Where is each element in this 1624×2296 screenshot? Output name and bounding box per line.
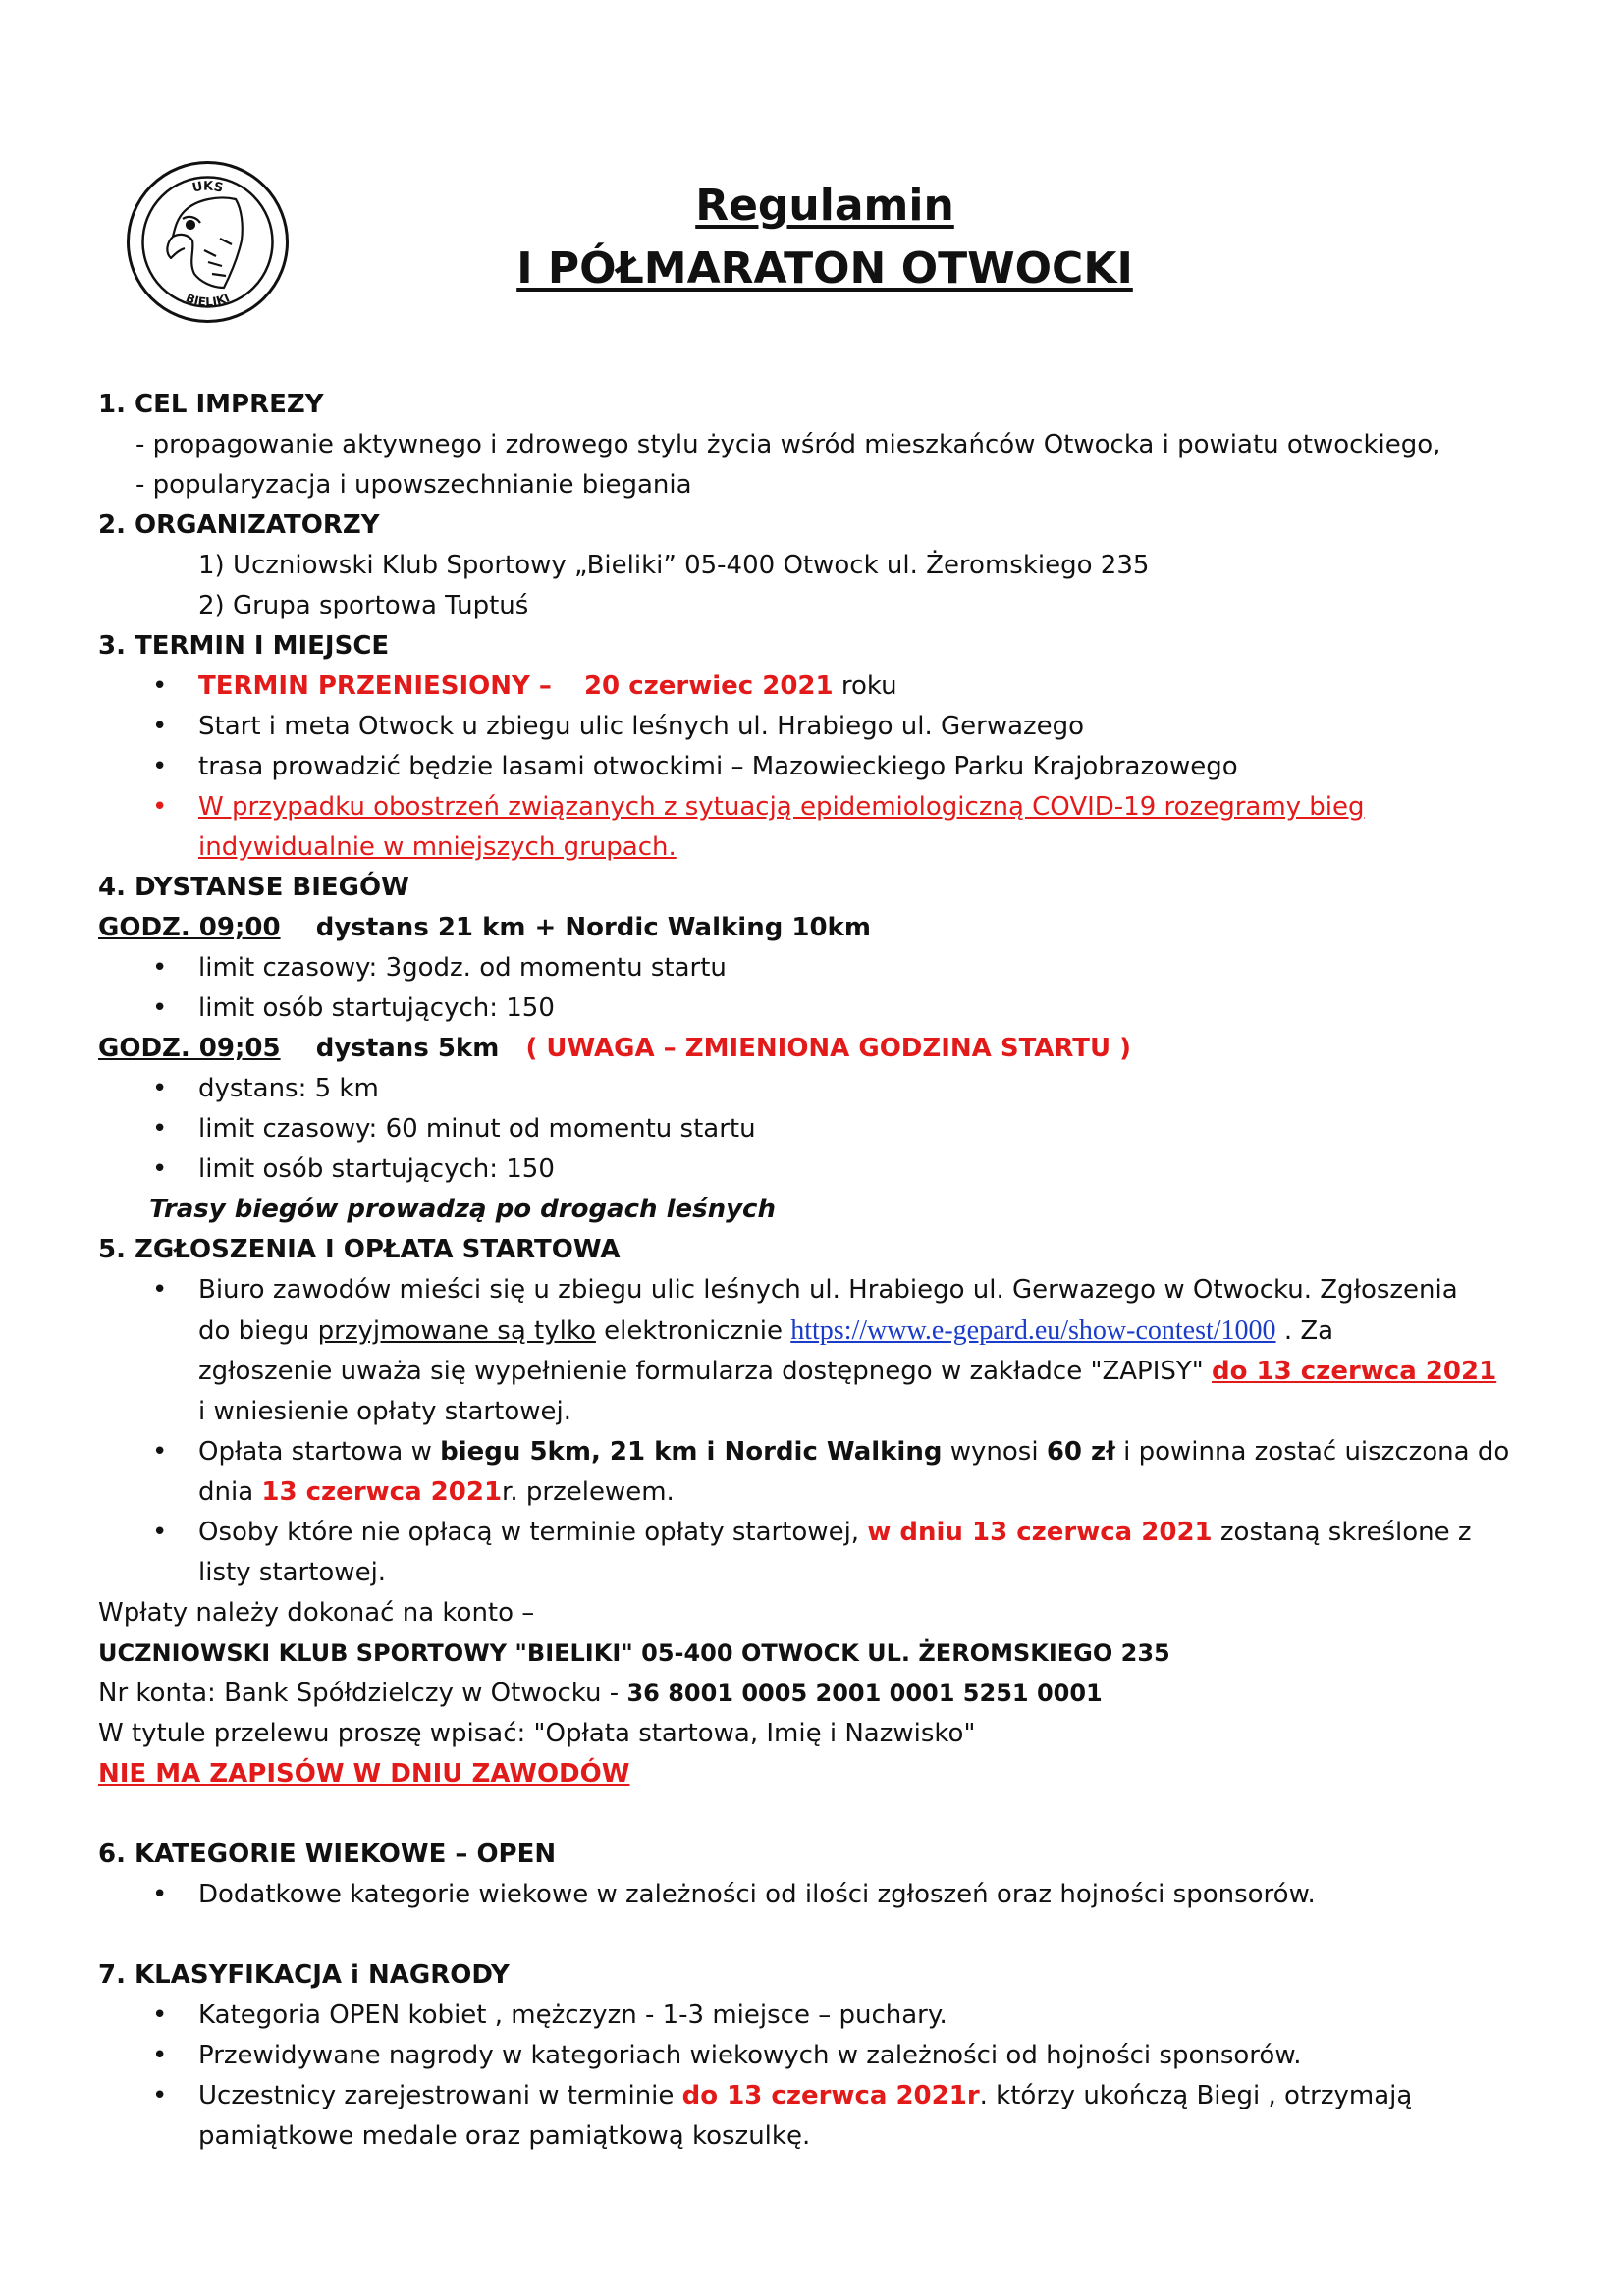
list-item-text: limit osób startujących: 150 <box>198 993 555 1023</box>
list-item-text: Start i meta Otwock u zbiegu ulic leśnych ul. Hrabiego ul. Gerwazego <box>198 712 1085 741</box>
registration-link[interactable]: https://www.e-gepard.eu/show-contest/1000 <box>790 1315 1276 1346</box>
date-suffix: roku <box>833 671 897 701</box>
entry-fee: 60 zł <box>1046 1437 1115 1467</box>
text-span: dnia <box>198 1477 262 1507</box>
text-span: do biegu <box>198 1316 318 1346</box>
section-6-heading: 6. KATEGORIE WIEKOWE – OPEN <box>98 1840 557 1869</box>
prize-deadline: do 13 czerwca 2021r <box>681 2081 980 2110</box>
text-span: zgłoszenie uważa się wypełnienie formularza dostępnego w zakładce "ZAPISY" <box>198 1357 1213 1386</box>
event-title: I PÓŁMARATON OTWOCKI <box>516 243 1133 294</box>
section-2-line-2: 2) Grupa sportowa Tuptuś <box>198 591 529 620</box>
title-block <box>422 175 1227 300</box>
list-item <box>98 1513 1542 1593</box>
covid-note-line-2: indywidualnie w mniejszych grupach. <box>198 832 677 862</box>
logo-bottom-text: BIELIKI <box>184 291 232 309</box>
text-span: Osoby które nie opłacą w terminie opłaty startowej, <box>198 1518 868 1547</box>
no-onsite-registration: NIE MA ZAPISÓW W DNIU ZAWODÓW <box>98 1759 630 1789</box>
list-item <box>98 1270 1542 1432</box>
list-item <box>98 1875 1542 1915</box>
logo-top-text: UKS <box>190 179 225 196</box>
list-item <box>98 667 1542 707</box>
text-span: przyjmowane są tylko <box>317 1316 596 1346</box>
account-number-line <box>98 1674 1542 1714</box>
distance-desc-2: dystans 5km <box>315 1034 500 1063</box>
list-item-text <box>198 1472 1542 1513</box>
svg-text:BIELIKI <box>184 291 231 309</box>
covid-note-line-1: • W przypadku obostrzeń związanych z sytuacją epidemiologiczną COVID-19 rozegramy bieg <box>198 792 1365 822</box>
removal-date: w dniu 13 czerwca 2021 <box>867 1518 1213 1547</box>
payment-deadline: 13 czerwca 2021 <box>261 1477 503 1507</box>
list-item <box>98 707 1542 747</box>
section-2-heading: 2. ORGANIZATORZY <box>98 510 380 540</box>
list-item <box>98 2036 1542 2076</box>
list-item-text: limit czasowy: 60 minut od momentu startu <box>198 1114 756 1144</box>
distance-desc-1: dystans 21 km + Nordic Walking 10km <box>315 913 871 942</box>
list-item-text: i wniesienie opłaty startowej. <box>198 1397 571 1426</box>
section-2-line-1: 1) Uczniowski Klub Sportowy „Bieliki” 05-400 Otwock ul. Żeromskiego 235 <box>198 551 1150 580</box>
start-time-change-note: ( UWAGA – ZMIENIONA GODZINA STARTU ) <box>525 1034 1132 1063</box>
date-moved-label: TERMIN PRZENIESIONY – <box>198 671 552 701</box>
eagle-head-icon <box>167 198 242 289</box>
svg-text:UKS <box>191 180 225 196</box>
list-item <box>98 1109 1542 1149</box>
list-item-text: limit osób startujących: 150 <box>198 1154 555 1184</box>
transfer-title-note: W tytule przelewu proszę wpisać: "Opłata startowa, Imię i Nazwisko" <box>98 1719 976 1748</box>
list-item-text: trasa prowadzić będzie lasami otwockimi – Mazowieckiego Parku Krajobrazowego <box>198 752 1238 781</box>
registration-deadline: do 13 czerwca 2021 <box>1212 1357 1497 1386</box>
account-holder: UCZNIOWSKI KLUB SPORTOWY "BIELIKI" 05-400 OTWOCK UL. ŻEROMSKIEGO 235 <box>98 1639 1170 1667</box>
covid-note <box>98 787 1542 868</box>
section-1-line-2: - popularyzacja i upowszechnianie biegania <box>135 470 692 500</box>
text-span: i powinna zostać uiszczona do <box>1114 1437 1510 1467</box>
list-item-text: limit czasowy: 3godz. od momentu startu <box>198 953 727 983</box>
text-span: . Za <box>1275 1316 1334 1346</box>
payment-intro: Wpłaty należy dokonać na konto – <box>98 1598 535 1628</box>
text-span: . którzy ukończą Biegi , otrzymają <box>979 2081 1413 2110</box>
text-span: elektronicznie <box>595 1316 791 1346</box>
start-time-2: GODZ. 09;05 <box>98 1034 281 1063</box>
list-item-text <box>198 2076 1542 2116</box>
document-title: Regulamin <box>695 181 954 231</box>
text-span: biegu 5km, 21 km i Nordic Walking <box>440 1437 943 1467</box>
list-item-text: Kategoria OPEN kobiet , mężczyzn - 1-3 miejsce – puchary. <box>198 2001 947 2030</box>
list-item-text: • Biuro zawodów mieści się u zbiegu ulic leśnych ul. Hrabiego ul. Gerwazego w Otwocku. Zgłoszenia <box>198 1275 1458 1305</box>
list-item <box>98 1149 1542 1190</box>
list-item-text <box>198 1352 1542 1392</box>
start-group-2 <box>98 1029 1542 1069</box>
list-item <box>98 747 1542 787</box>
list-item <box>98 2076 1542 2157</box>
list-item <box>98 988 1542 1029</box>
section-7-heading: 7. KLASYFIKACJA i NAGRODY <box>98 1960 510 1990</box>
list-item <box>98 1996 1542 2036</box>
section-1-heading: 1. CEL IMPREZY <box>98 390 324 419</box>
event-date: 20 czerwiec 2021 <box>583 671 834 701</box>
section-5-heading: 5. ZGŁOSZENIA I OPŁATA STARTOWA <box>98 1235 621 1264</box>
list-item-text <box>198 1310 1542 1352</box>
text-span: r. przelewem. <box>502 1477 675 1507</box>
text-span: wynosi <box>942 1437 1047 1467</box>
text-span: Uczestnicy zarejestrowani w terminie <box>198 2081 682 2110</box>
list-item-text: Przewidywane nagrody w kategoriach wiekowych w zależności od hojności sponsorów. <box>198 2041 1302 2070</box>
text-span: Opłata startowa w <box>198 1437 441 1467</box>
section-3-heading: 3. TERMIN I MIEJSCE <box>98 631 390 661</box>
list-item-text: dystans: 5 km <box>198 1074 379 1103</box>
section-1-line-1: - propagowanie aktywnego i zdrowego stylu życia wśród mieszkańców Otwocka i powiatu otwockiego, <box>135 430 1441 459</box>
list-item-text <box>198 1432 1542 1472</box>
club-logo <box>126 160 290 324</box>
section-4-heading: 4. DYSTANSE BIEGÓW <box>98 873 409 902</box>
list-item-text: pamiątkowe medale oraz pamiątkową koszulkę. <box>198 2121 811 2151</box>
text-span: zostaną skreślone z <box>1212 1518 1472 1547</box>
list-item <box>98 948 1542 988</box>
list-item-text <box>198 1513 1542 1553</box>
account-number: 36 8001 0005 2001 0001 5251 0001 <box>626 1680 1103 1707</box>
regulations-content <box>98 385 1542 2157</box>
list-item <box>98 1069 1542 1109</box>
routes-note: Trasy biegów prowadzą po drogach leśnych <box>149 1195 776 1224</box>
start-group-1 <box>98 908 1542 948</box>
start-time-1: GODZ. 09;00 <box>98 913 281 942</box>
list-item <box>98 1432 1542 1513</box>
list-item-text: Dodatkowe kategorie wiekowe w zależności od ilości zgłoszeń oraz hojności sponsorów. <box>198 1880 1316 1909</box>
list-item-text: listy startowej. <box>198 1558 387 1587</box>
text-span: Nr konta: Bank Spółdzielczy w Otwocku - <box>98 1679 627 1708</box>
